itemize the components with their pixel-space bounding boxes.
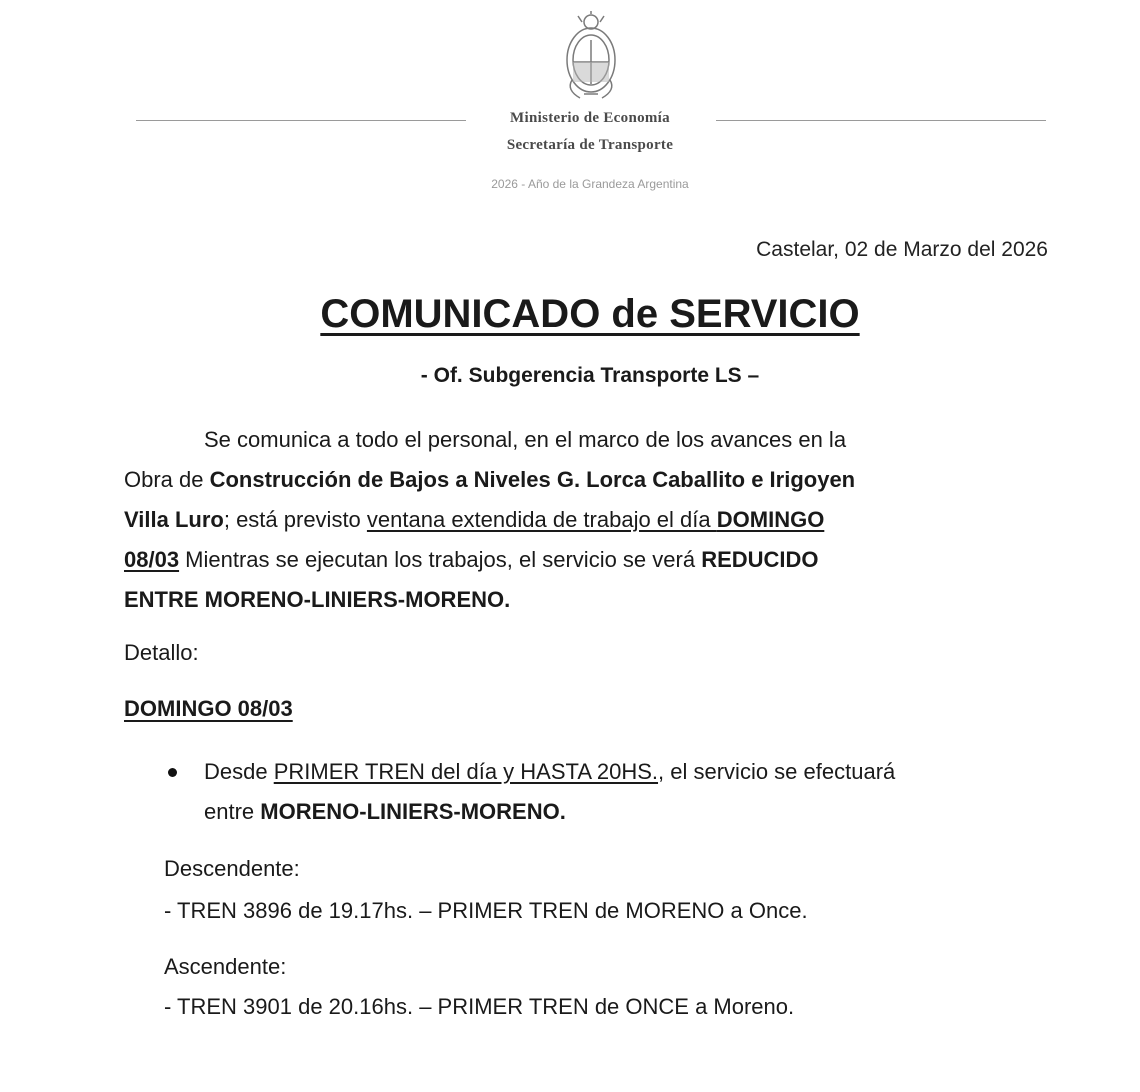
document-title: COMUNICADO de SERVICIO (320, 292, 860, 336)
paragraph-line-4: 08/03 Mientras se ejecutan los trabajos, el servicio se verá REDUCIDO (124, 547, 819, 572)
secretariat-name: Secretaría de Transporte (506, 137, 674, 153)
ascendente-label: Ascendente: (164, 954, 287, 979)
header-rule-right (716, 120, 1046, 121)
ministry-name: Ministerio de Economía (510, 110, 670, 126)
descendente-train: - TREN 3896 de 19.17hs. – PRIMER TREN de MORENO a Once. (164, 898, 808, 923)
day-heading: DOMINGO 08/03 (124, 696, 293, 721)
bullet-icon (168, 768, 177, 777)
service-bullet (204, 752, 1064, 832)
document-subtitle: - Of. Subgerencia Transporte LS – (420, 364, 760, 387)
national-coat-of-arms (560, 10, 622, 102)
document-date: Castelar, 02 de Marzo del 2026 (756, 238, 1048, 261)
paragraph-line-5: ENTRE MORENO-LINIERS-MORENO. (124, 587, 511, 612)
paragraph-line-3: Villa Luro; está previsto ventana extendida de trabajo el día DOMINGO (124, 507, 825, 532)
ascendente-train: - TREN 3901 de 20.16hs. – PRIMER TREN de ONCE a Moreno. (164, 994, 795, 1019)
header-rule-left (136, 120, 466, 121)
detail-label: Detallo: (124, 640, 199, 665)
bullet-line-1: Desde PRIMER TREN del día y HASTA 20HS., el servicio se efectuará (204, 759, 896, 784)
bullet-line-2: entre MORENO-LINIERS-MORENO. (204, 799, 566, 824)
body-paragraph (124, 420, 1024, 620)
year-motto: 2026 - Año de la Grandeza Argentina (491, 177, 689, 191)
descendente-label: Descendente: (164, 856, 300, 881)
paragraph-line-2: Obra de Construcción de Bajos a Niveles G. Lorca Caballito e Irigoyen (124, 467, 856, 492)
paragraph-line-1: Se comunica a todo el personal, en el marco de los avances en la (204, 427, 847, 452)
